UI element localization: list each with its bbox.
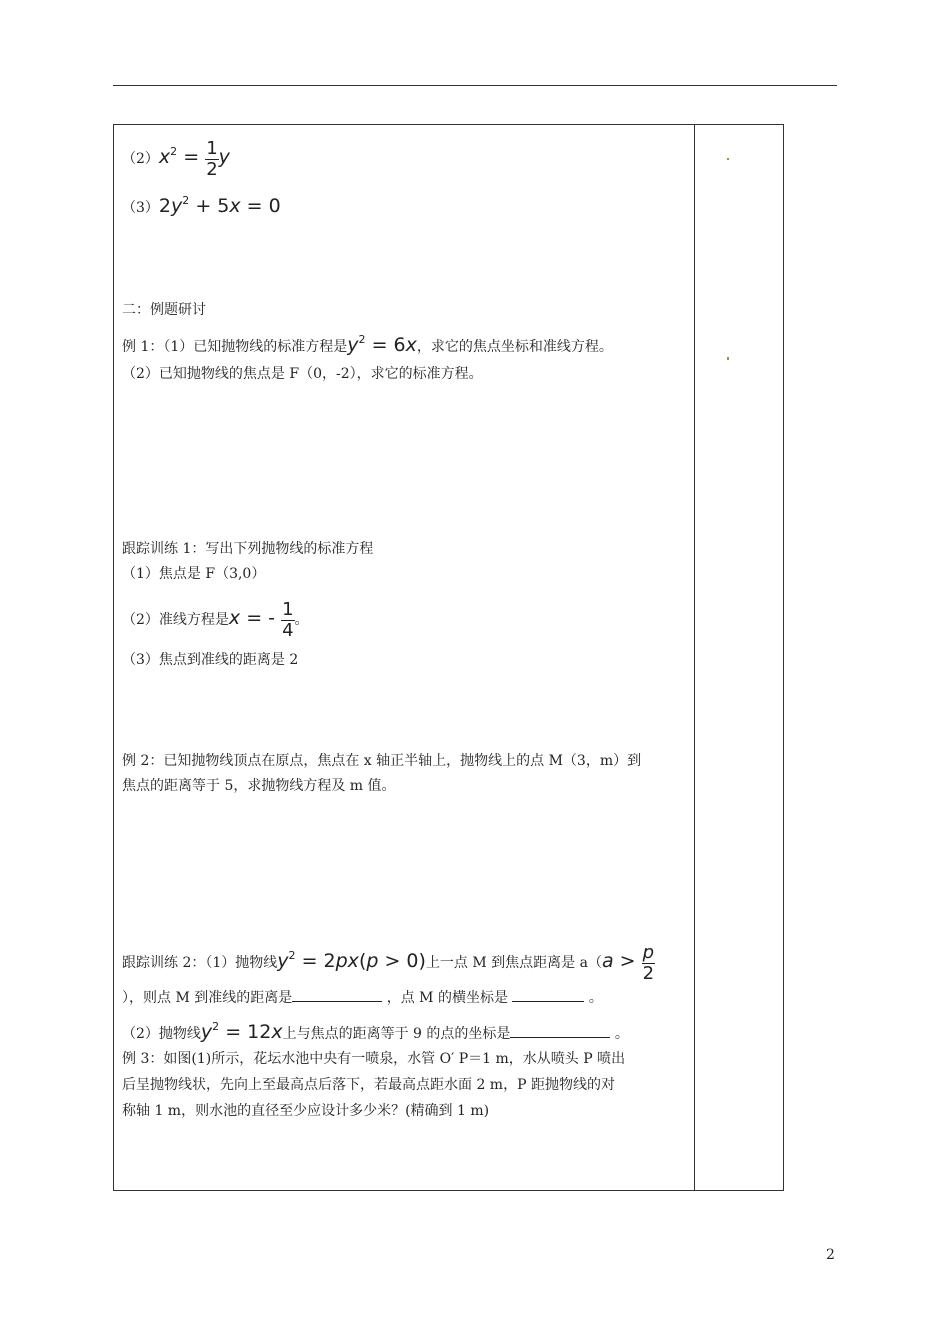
section-title: 二：例题研讨 bbox=[122, 302, 206, 318]
practice-2-line-1: 跟踪训练 2：（1）抛物线$y^2 = 2px(p > 0)$上一点 M 到焦点距离是 a（a > $\frac{p}{2}$ bbox=[122, 941, 655, 984]
practice-1-title: 跟踪训练 1：写出下列抛物线的标准方程 bbox=[122, 541, 374, 557]
practice-1-item-1: （1）焦点是 F（3,0） bbox=[122, 566, 266, 582]
header-rule bbox=[113, 85, 837, 86]
exercise-3: $(3)2y^2 + 5x = 0$ bbox=[122, 194, 281, 217]
example-3-line-2: 后呈抛物线状，先向上至最高点后落下，若最高点距水面 2 m，P 距抛物线的对 bbox=[122, 1077, 615, 1093]
exercise-2: $(2)x^2$ = $\frac{1}{2}$ y bbox=[122, 137, 230, 180]
example-3-line-1: 例 3：如图(1)所示，花坛水池中央有一喷泉，水管 O′ P＝1 m，水从喷头 P 喷出 bbox=[122, 1051, 626, 1067]
example-2-line-2: 焦点的距离等于 5，求抛物线方程及 m 值。 bbox=[122, 778, 396, 794]
answer-blank[interactable] bbox=[512, 987, 584, 1002]
margin-mark bbox=[727, 158, 729, 160]
example-1-line-2: （2）已知抛物线的焦点是 F（0，-2），求它的标准方程。 bbox=[122, 366, 483, 382]
answer-blank[interactable] bbox=[510, 1023, 610, 1038]
example-3-line-3: 称轴 1 m，则水池的直径至少应设计多少米？(精确到 1 m) bbox=[122, 1103, 490, 1119]
practice-1-item-2: （2）准线方程是x = - $\frac{1}{4}$ 。 bbox=[122, 598, 309, 641]
answer-blank[interactable] bbox=[292, 987, 382, 1002]
margin-mark bbox=[727, 357, 729, 360]
practice-2-line-2: ），则点 M 到准线的距离是 ，点 M 的横坐标是 。 bbox=[122, 987, 603, 1008]
practice-2-line-3: （2）抛物线$y^2 = 12x$上与焦点的距离等于 9 的点的坐标是 。 bbox=[122, 1020, 629, 1043]
example-1-line-1: 例 1：（1）已知抛物线的标准方程是$y^2 = 6x$，求它的焦点坐标和准线方程。 bbox=[122, 333, 613, 356]
column-divider bbox=[694, 125, 695, 1190]
page-number: 2 bbox=[826, 1247, 835, 1263]
practice-1-item-3: （3）焦点到准线的距离是 2 bbox=[122, 652, 299, 668]
example-2-line-1: 例 2：已知抛物线顶点在原点，焦点在 x 轴正半轴上，抛物线上的点 M（3，m）到 bbox=[122, 753, 642, 769]
